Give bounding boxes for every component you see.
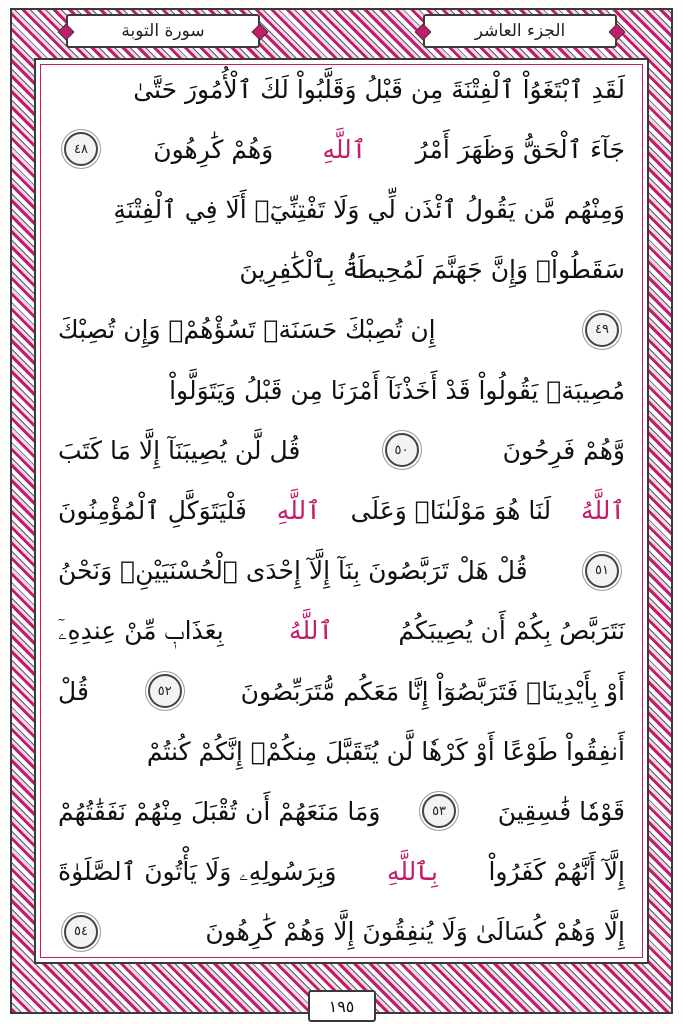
verse-text: أَوْ بِأَيْدِينَاۖ فَتَرَبَّصُوٓاْ إِنَّا مَعَكُم مُّتَرَبِّصُونَ [240,676,625,706]
verse-text: سَقَطُواْۗ وَإِنَّ جَهَنَّمَ لَمُحِيطَةُۢ بِٱلْكَٰفِرِينَ [239,255,625,285]
verse-text: قَوْمٗا فَٰسِقِينَ [497,796,625,826]
text-line [58,62,625,116]
ayah-number-marker: ٥٤ [64,915,98,949]
verse-text: وَهُمْ كَٰرِهُونَ [153,134,274,164]
verse-text: لَقَدِ ٱبْتَغَوُاْ ٱلْفِتْنَةَ مِن قَبْلُ وَقَلَّبُواْ لَكَ ٱلْأُمُورَ حَتَّىٰ [133,74,625,104]
verse-text: بِعَذَابٖ مِّنْ عِندِهِۦٓ [58,615,224,645]
verse-text: وَمَا مَنَعَهُمْ أَن تُقْبَلَ مِنْهُمْ نَفَقَٰتُهُمْ [58,796,381,826]
verse-text: أَنفِقُواْ طَوْعًا أَوْ كَرْهٗا لَّن يُتَقَبَّلَ مِنكُمْۖ إِنَّكُمْ كُنتُمْ [146,736,625,766]
text-line [58,423,625,477]
text-line [58,544,625,598]
divine-name-word: بِٱللَّهِ [387,857,438,887]
verse-text: لَنَا هُوَ مَوْلَىٰنَاۚ وَعَلَى [350,495,552,525]
ayah-number-marker: ٤٨ [64,132,98,166]
verse-text: جَآءَ ٱلْحَقُّ وَظَهَرَ أَمْرُ [415,134,625,164]
ayah-number-marker: ٥٠ [385,433,419,467]
text-line [58,303,625,357]
verse-text: إِلَّآ أَنَّهُمْ كَفَرُواْ [488,857,625,887]
verse-text: وَمِنْهُم مَّن يَقُولُ ٱئْذَن لِّي وَلَا تَفْتِنِّيٓۚ أَلَا فِي ٱلْفِتْنَةِ [113,194,625,224]
text-line [58,604,625,658]
text-line [58,664,625,718]
text-line [58,122,625,176]
divine-name-word: ٱللَّهِ [322,134,367,164]
ayah-number-marker: ٥٣ [422,794,456,828]
text-line [58,182,625,236]
page-header [22,8,661,48]
text-line [58,724,625,778]
page-number: ١٩٥ [308,990,376,1022]
surah-name-label: سورة التوبة [66,14,260,48]
ayah-number-marker: ٤٩ [585,313,619,347]
verse-text: قُلْ هَلْ تَرَبَّصُونَ بِنَآ إِلَّآ إِحْدَى ٱلْحُسْنَيَيْنِۖ وَنَحْنُ [58,556,528,586]
text-line [58,363,625,417]
text-line [58,845,625,899]
divine-name-word: ٱللَّهُ [289,616,333,646]
verse-text: إِن تُصِبْكَ حَسَنَةٞ تَسُؤْهُمْۖ وَإِن تُصِبْكَ [58,315,436,345]
verse-text: وَّهُمْ فَرِحُونَ [502,435,625,465]
text-line [58,243,625,297]
ayah-number-marker: ٥١ [585,554,619,588]
juz-label: الجزء العاشر [423,14,617,48]
verse-text: قُلْ [58,676,89,706]
verse-text: فَلْيَتَوَكَّلِ ٱلْمُؤْمِنُونَ [58,495,247,525]
ayah-number-marker: ٥٢ [148,674,182,708]
verse-text: مُصِيبَةٞ يَقُولُواْ قَدْ أَخَذْنَآ أَمْرَنَا مِن قَبْلُ وَيَتَوَلَّواْ [169,375,625,405]
verse-text: نَتَرَبَّصُ بِكُمْ أَن يُصِيبَكُمُ [398,616,625,646]
text-line [58,483,625,537]
divine-name-word: ٱللَّهُ [581,495,625,525]
quran-text [58,62,625,964]
text-line [58,905,625,959]
verse-text: قُل لَّن يُصِيبَنَآ إِلَّا مَا كَتَبَ [58,435,301,465]
divine-name-word: ٱللَّهِ [276,495,321,525]
verse-text: وَبِرَسُولِهِۦ وَلَا يَأْتُونَ ٱلصَّلَوٰةَ [58,856,337,886]
text-line [58,784,625,838]
verse-text: إِلَّا وَهُمْ كُسَالَىٰ وَلَا يُنفِقُونَ إِلَّا وَهُمْ كَٰرِهُونَ [205,917,625,947]
